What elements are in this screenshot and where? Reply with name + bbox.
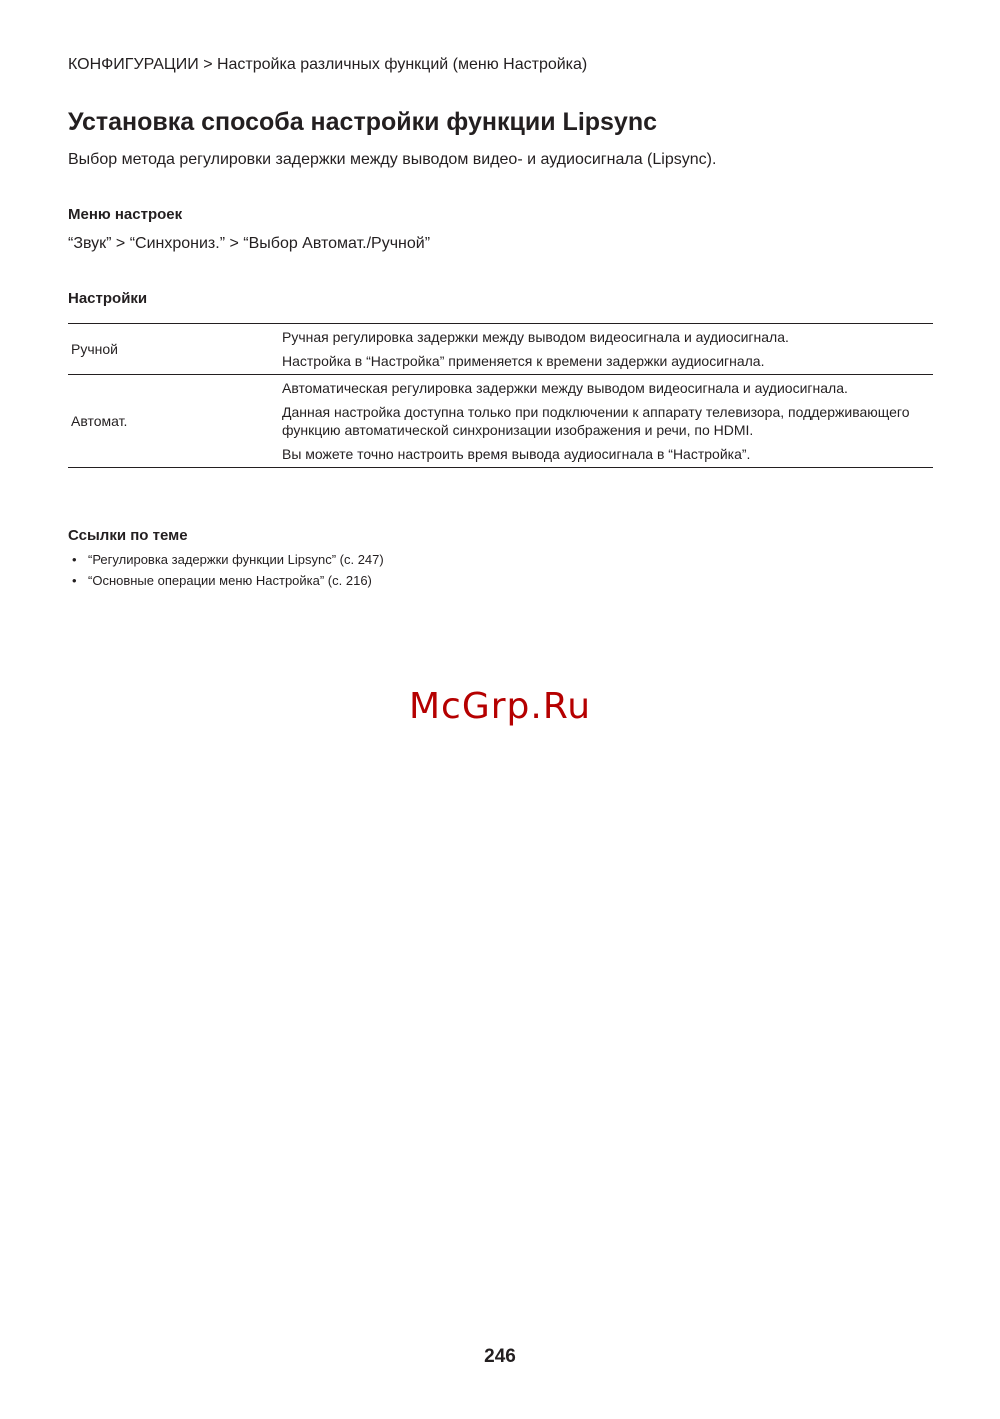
related-links-list — [68, 549, 384, 591]
settings-section-heading: Настройки — [68, 290, 148, 307]
setting-description — [279, 324, 933, 375]
intro-text: Выбор метода регулировки задержки между выводом видео- и аудиосигнала (Lipsync). — [68, 151, 717, 168]
related-link[interactable] — [68, 570, 384, 591]
related-link[interactable] — [68, 549, 384, 570]
description-line: Данная настройка доступна только при подключении к аппарату телевизора, поддерживающего функцию автоматической синхронизации изображения и речи, по HDMI. — [282, 404, 910, 438]
setting-name: Автомат. — [68, 375, 279, 468]
watermark: McGrp.Ru — [408, 686, 592, 727]
table-row — [68, 324, 933, 375]
setting-name: Ручной — [71, 341, 118, 357]
menu-section-heading: Меню настроек — [68, 206, 183, 223]
table-row — [68, 375, 933, 468]
menu-path: “Звук” > “Синхрониз.” > “Выбор Автомат./Ручной” — [68, 235, 431, 252]
setting-description — [279, 375, 933, 468]
description-line: Ручная регулировка задержки между выводом видеосигнала и аудиосигнала. — [282, 329, 789, 345]
related-link-text[interactable]: “Регулировка задержки функции Lipsync” (с. 247) — [88, 552, 384, 567]
breadcrumb[interactable]: КОНФИГУРАЦИИ > Настройка различных функций (меню Настройка) — [68, 56, 588, 73]
page-number: 246 — [484, 1346, 516, 1367]
bullet-icon: • — [72, 552, 77, 567]
related-section-heading: Ссылки по теме — [68, 527, 188, 544]
description-line: Вы можете точно настроить время вывода аудиосигнала в “Настройка”. — [282, 446, 751, 462]
page-title: Установка способа настройки функции Lipsync — [68, 108, 658, 136]
related-link-text[interactable]: “Основные операции меню Настройка” (с. 216) — [88, 573, 372, 588]
settings-table — [68, 323, 933, 468]
description-line: Автоматическая регулировка задержки между выводом видеосигнала и аудиосигнала. — [282, 380, 848, 396]
description-line: Настройка в “Настройка” применяется к времени задержки аудиосигнала. — [282, 353, 765, 369]
bullet-icon: • — [72, 573, 77, 588]
